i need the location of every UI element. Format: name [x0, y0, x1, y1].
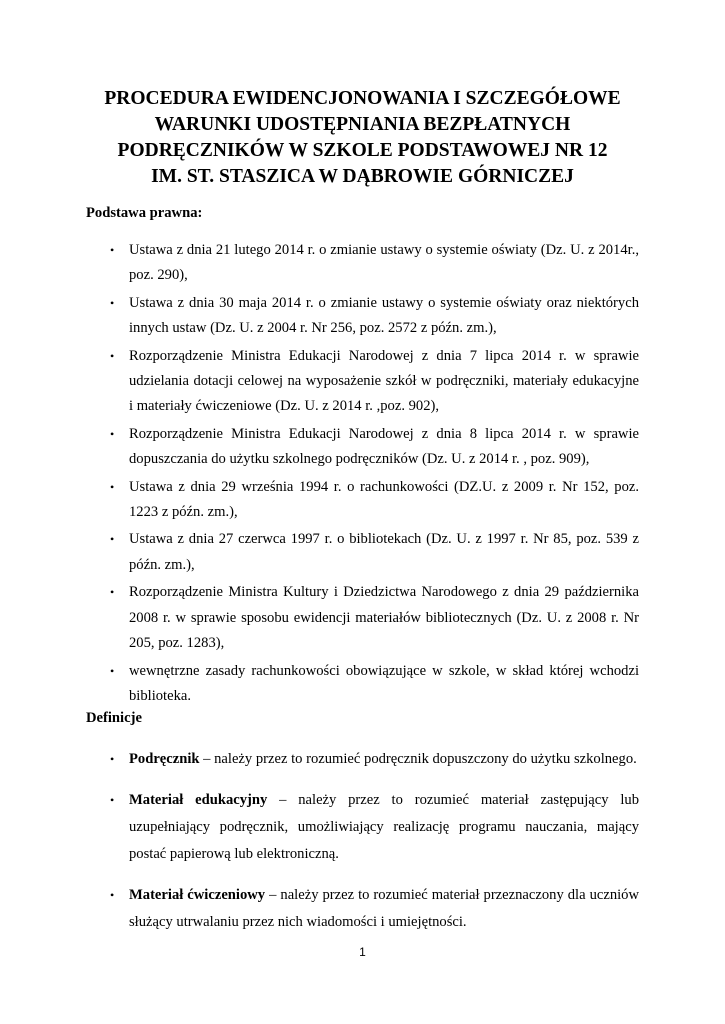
- legal-basis-text: Ustawa z dnia 30 maja 2014 r. o zmianie ustawy o systemie oświaty oraz niektórych innych ustaw (Dz. U. z 2004 r. Nr 256, poz. 2572 z późn. zm.),: [129, 294, 639, 337]
- list-item: [110, 238, 639, 289]
- definitions-heading: Definicje: [86, 710, 142, 726]
- list-item: [110, 475, 639, 526]
- title-line: WARUNKI UDOSTĘPNIANIA BEZPŁATNYCH: [154, 114, 571, 135]
- bullet-icon: •: [110, 426, 115, 441]
- document-title: [86, 86, 639, 190]
- bullet-icon: •: [110, 793, 115, 807]
- definitions-list: [110, 746, 639, 950]
- bullet-icon: •: [110, 479, 115, 494]
- legal-basis-text: Rozporządzenie Ministra Edukacji Narodowej z dnia 7 lipca 2014 r. w sprawie udzielania dotacji celowej na wyposażenie szkół w podręczniki, materiały edukacyjne i materiały ćwiczeniowe (Dz. U. z 2014 r. ,poz. 902),: [129, 347, 639, 415]
- list-item: [110, 580, 639, 656]
- bullet-icon: •: [110, 663, 115, 678]
- bullet-icon: •: [110, 752, 115, 766]
- legal-basis-heading: Podstawa prawna:: [86, 205, 203, 221]
- legal-basis-text: Rozporządzenie Ministra Edukacji Narodowej z dnia 8 lipca 2014 r. w sprawie dopuszczania do użytku szkolnego podręczników (Dz. U. z 2014 r. , poz. 909),: [129, 425, 639, 468]
- definition-text: – należy przez to rozumieć materiał przeznaczony dla uczniów służący utrwalaniu przez nich wiadomości i umiejętności.: [129, 887, 640, 930]
- definition-term: Materiał edukacyjny: [129, 792, 268, 808]
- list-item: [110, 527, 639, 578]
- bullet-icon: •: [110, 348, 115, 363]
- list-item: [110, 746, 639, 773]
- definition-text: – należy przez to rozumieć materiał zastępujący lub uzupełniający podręcznik, umożliwiający realizację programu nauczania, mający postać papierową lub elektroniczną.: [129, 792, 639, 862]
- legal-basis-text: Ustawa z dnia 21 lutego 2014 r. o zmianie ustawy o systemie oświaty (Dz. U. z 2014r., poz. 290),: [129, 242, 639, 284]
- legal-basis-list: [110, 238, 639, 711]
- title-line: PROCEDURA EWIDENCJONOWANIA I SZCZEGÓŁOWE: [104, 88, 621, 109]
- legal-basis-text: Ustawa z dnia 27 czerwca 1997 r. o bibliotekach (Dz. U. z 1997 r. Nr 85, poz. 539 z późn. zm.),: [129, 531, 639, 573]
- title-line: IM. ST. STASZICA W DĄBROWIE GÓRNICZEJ: [151, 166, 574, 187]
- list-item: [110, 344, 639, 420]
- legal-basis-text: wewnętrzne zasady rachunkowości obowiązujące w szkole, w skład której wchodzi biblioteka.: [129, 662, 639, 704]
- bullet-icon: •: [110, 532, 115, 547]
- list-item: [110, 787, 639, 868]
- bullet-icon: •: [110, 243, 115, 257]
- list-item: [110, 882, 639, 936]
- bullet-icon: •: [110, 295, 115, 310]
- definition-term: Podręcznik: [129, 751, 200, 767]
- legal-basis-text: Ustawa z dnia 29 września 1994 r. o rachunkowości (DZ.U. z 2009 r. Nr 152, poz. 1223 z późn. zm.),: [129, 478, 639, 521]
- definition-term: Materiał ćwiczeniowy: [129, 887, 266, 903]
- title-line: PODRĘCZNIKÓW W SZKOLE PODSTAWOWEJ NR 12: [117, 140, 608, 161]
- legal-basis-text: Rozporządzenie Ministra Kultury i Dziedzictwa Narodowego z dnia 29 października 2008 r. w sprawie sposobu ewidencji materiałów bibliotecznych (Dz. U. z 2008 r. Nr 205, poz. 1283),: [129, 584, 639, 652]
- list-item: [110, 291, 639, 342]
- definition-text: – należy przez to rozumieć podręcznik dopuszczony do użytku szkolnego.: [199, 751, 637, 767]
- page-number: 1: [359, 945, 366, 959]
- bullet-icon: •: [110, 888, 115, 902]
- bullet-icon: •: [110, 585, 115, 600]
- list-item: [110, 659, 639, 710]
- list-item: [110, 422, 639, 473]
